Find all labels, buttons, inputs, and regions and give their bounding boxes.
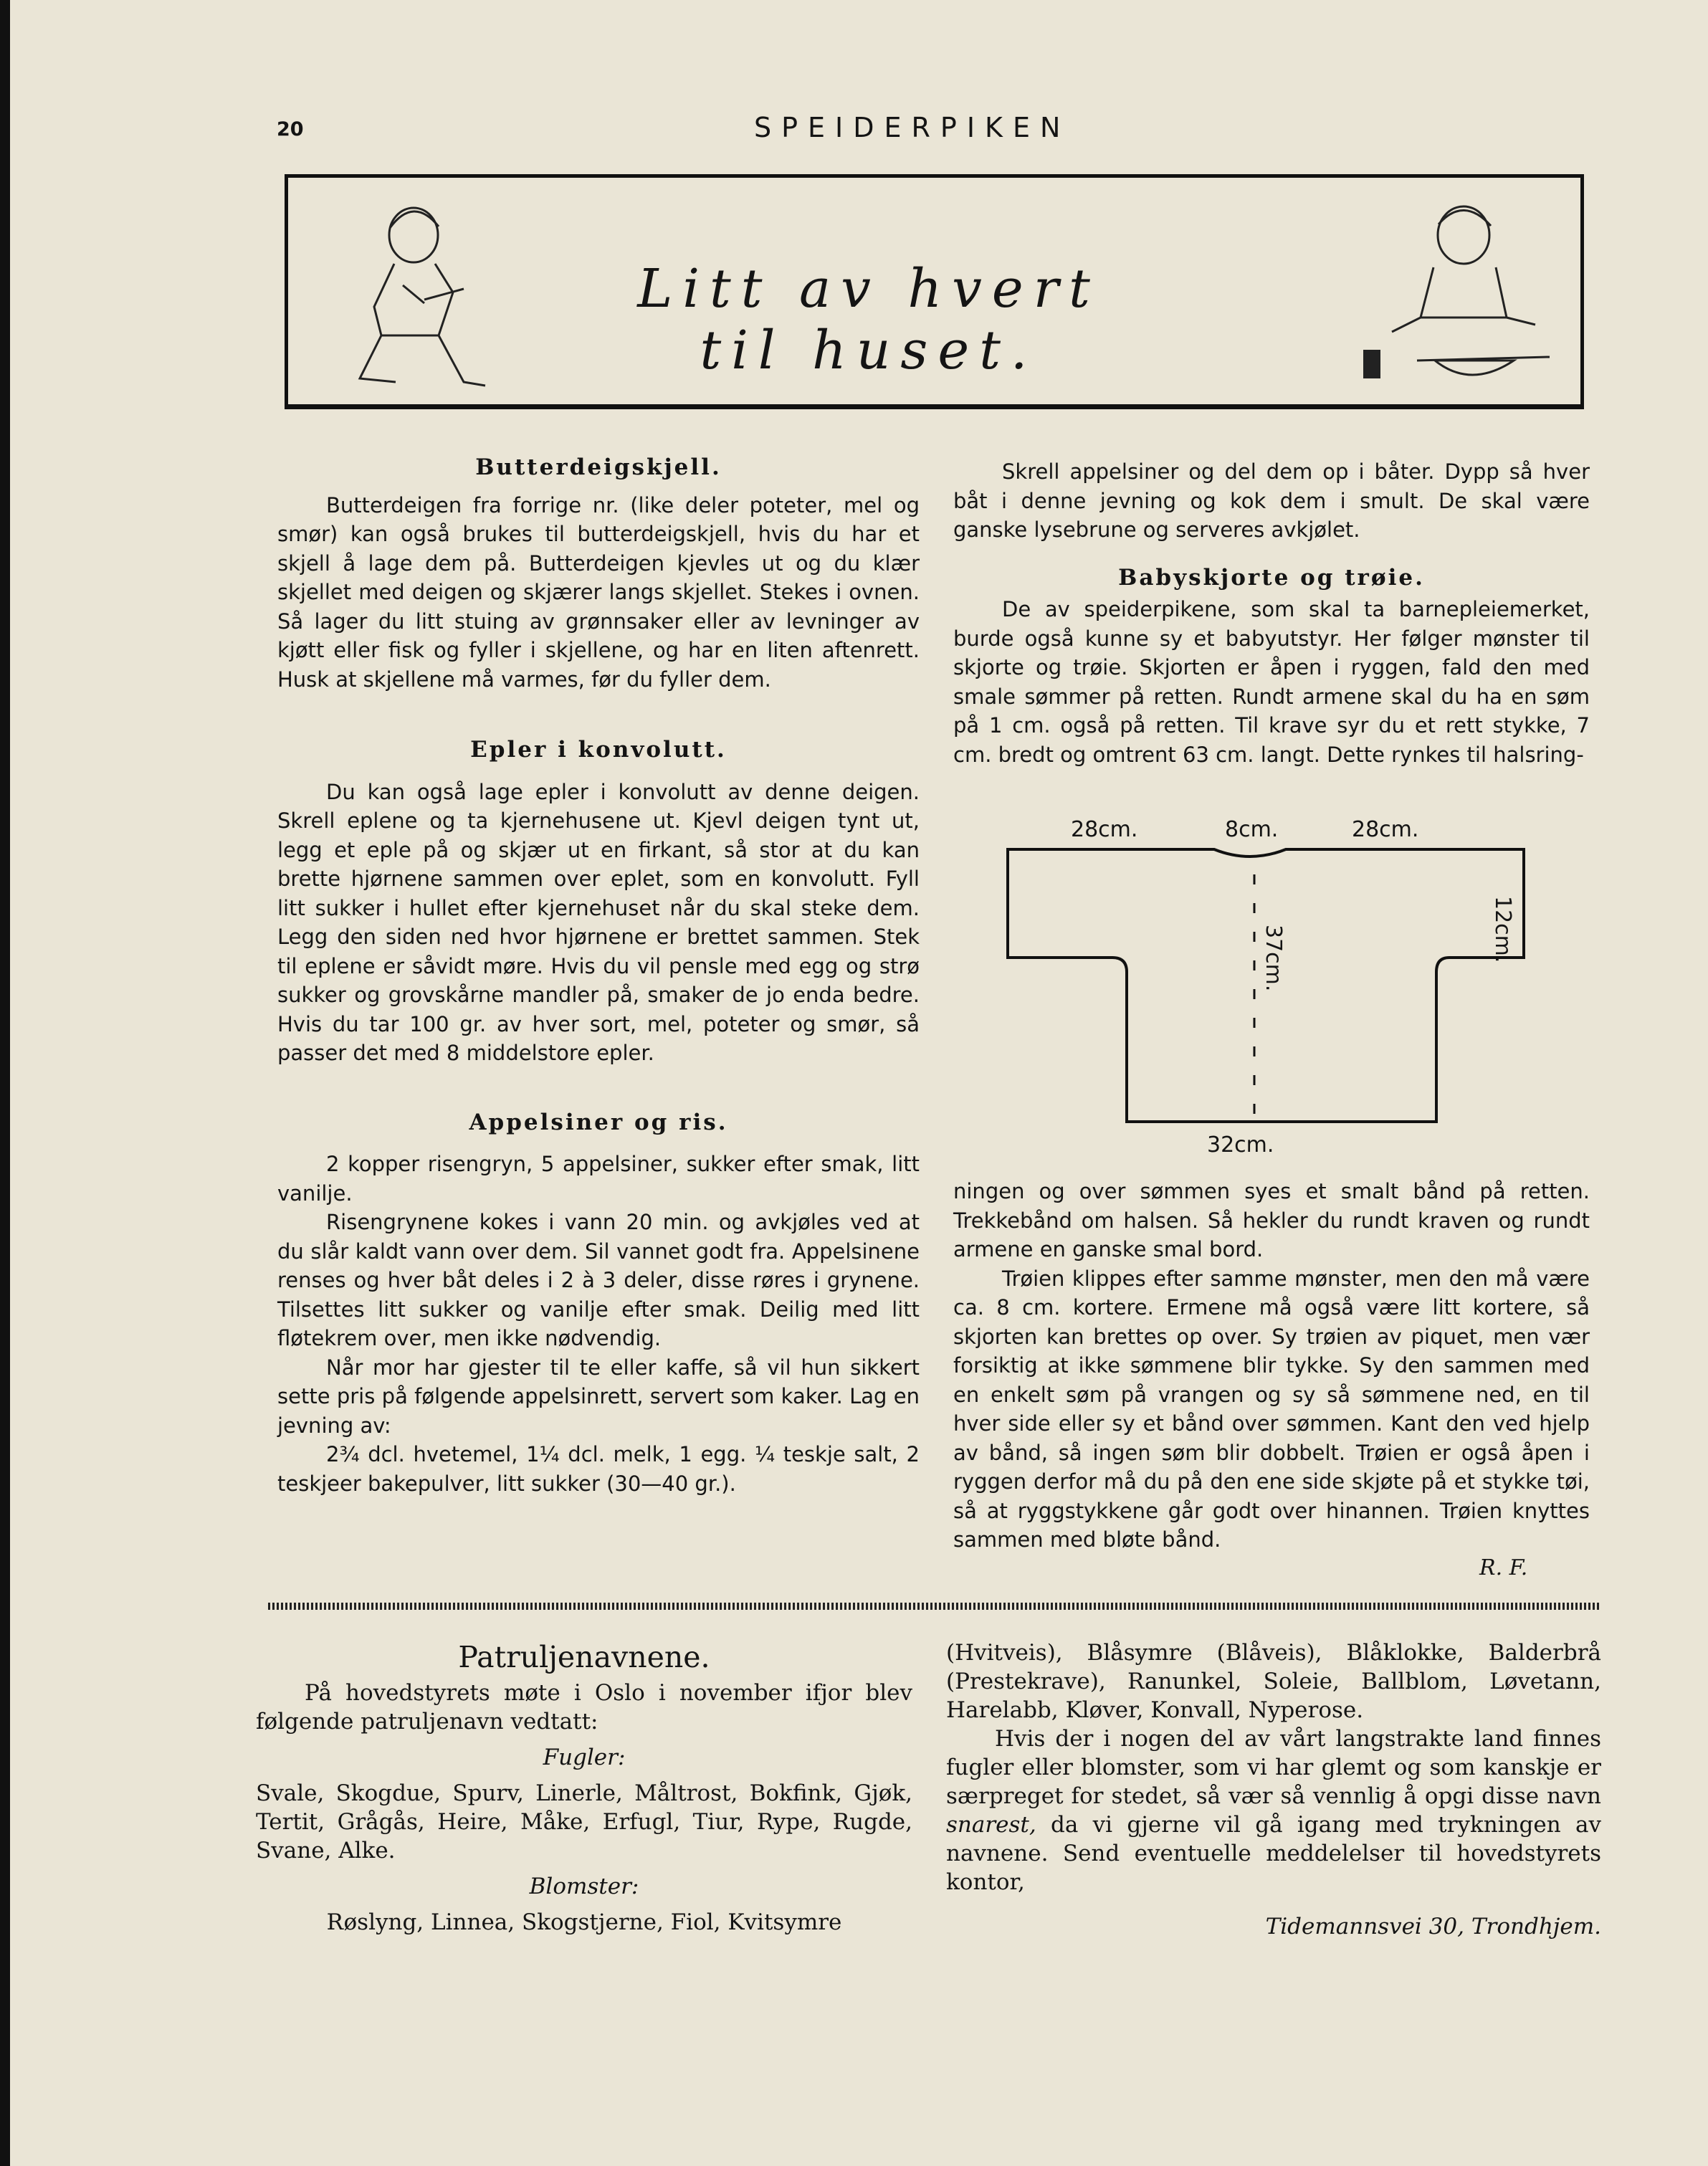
epler-heading: Epler i konvolutt. (470, 737, 727, 763)
magazine-page (10, 0, 1708, 2166)
right-column-continued (953, 1177, 1590, 1555)
closing-emphasis: snarest, (946, 1812, 1036, 1838)
patrulje-heading: Patruljenavnene. (458, 1640, 710, 1674)
closing-text-end: da vi gjerne vil gå igang med trykningen av navnene. Send eventuelle meddelelser til hovedstyrets kontor, (946, 1812, 1601, 1895)
fugler-list: Svale, Skogdue, Spurv, Linerle, Måltrost, Bokfink, Gjøk, Tertit, Grågås, Heire, Måke, Erfugl, Tiur, Rype, Rugde, Svane, Alke. (256, 1780, 912, 1864)
appelsiner-p1: 2 kopper risengryn, 5 appelsiner, sukker efter smak, litt vanilje. (277, 1152, 920, 1206)
appelsiner-heading: Appelsiner og ris. (469, 1109, 728, 1135)
appelsiner-p2: Risengrynene kokes i vann 20 min. og avkjøles ved at du slår kaldt vann over dem. Sil vannet godt fra. Appelsinene renses og hver båt deles i 2 à 3 deler, disse røres i grynene. Tilsettes litt sukker og vanilje efter smak. Deilig med litt fløtekrem over, men ikke nødvendig. (277, 1210, 920, 1350)
label-sleeve-height: 12cm. (1490, 896, 1515, 963)
girl-sewing-illustration (338, 199, 503, 393)
appelsiner-p4: 2¾ dcl. hvetemel, 1¼ dcl. melk, 1 egg. ¼ teskje salt, 2 teskjeer bakepulver, litt sukker (30—40 gr.). (277, 1442, 920, 1496)
appelsiner-p3: Når mor har gjester til te eller kaffe, så vil hun sikkert sette pris på følgende appelsinrett, servert som kaker. Lag en jevning av: (277, 1355, 920, 1438)
butterdeig-heading: Butterdeigskjell. (475, 454, 722, 480)
section-banner (285, 174, 1584, 409)
fugler-label: Fugler: (543, 1745, 626, 1770)
page-number: 20 (277, 118, 304, 140)
butterdeig-body: Butterdeigen fra forrige nr. (like deler poteter, mel og smør) kan også brukes til butterdeigskjell, hvis du har et skjell å lage dem på. Butterdeigen kjevles ut og du klær skjellet med deigen og skjærer langs skjellet. Stekes i ovnen. Så lager du litt stuing av grønnsaker eller av levninger av kjøtt eller fisk og fyller i skjellene, og har en liten aftenrett. Husk at skjellene må varmes, før du fyller dem. (277, 492, 920, 692)
blomster-list-start: Røslyng, Linnea, Skogstjerne, Fiol, Kvitsymre (326, 1909, 842, 1935)
patrulje-intro: På hovedstyrets møte i Oslo i november ifjor blev følgende patruljenavn vedtatt: (256, 1680, 912, 1735)
babyskjorte-heading: Babyskjorte og trøie. (1118, 564, 1425, 591)
right-top-paragraph: Skrell appelsiner og del dem op i båter. Dypp så hver båt i denne jevning og kok dem i smult. De skal være ganske lysebrune og serveres avkjølet. (953, 459, 1590, 542)
girl-cooking-illustration (1349, 196, 1564, 396)
right-column (953, 457, 1590, 769)
label-length: 37cm. (1261, 925, 1286, 992)
blomster-list-continued: (Hvitveis), Blåsymre (Blåveis), Blåklokke, Balderbrå (Prestekrave), Ranunkel, Soleie, Ballblom, Løvetann, Harelabb, Kløver, Konvall, Nyperose. (946, 1640, 1601, 1723)
epler-body: Du kan også lage epler i konvolutt av denne deigen. Skrell eplene og ta kjernehusene ut. Kjevl deigen tynt ut, legg et eple på og skjær ut en firkant, så stor at du kan brette hjørnene sammen over eplet, som en konvolutt. Fyll litt sukker i hullet efter kjernehuset når du skal steke dem. Legg den siden ned hvor hjørnene er brettet sammen. Stek til eplene er såvidt møre. Hvis du vil pensle med egg og strø sukker og grovskårne mandler på, smaker de jo enda bedre. Hvis du tar 100 gr. av hver sort, mel, poteter og smør, så passer det med 8 middelstore epler. (277, 779, 920, 1065)
patrulje-closing (946, 1724, 1601, 1897)
contact-address: Tidemannsvei 30, Trondhjem. (1265, 1914, 1601, 1940)
label-neck-width: 8cm. (1225, 817, 1279, 842)
decorative-divider (268, 1603, 1600, 1610)
left-column (277, 453, 920, 1498)
babyskjorte-continuation: ningen og over sømmen syes et smalt bånd på retten. Trekkebånd om halsen. Så hekler du rundt kraven og rundt armene en ganske smal bord. (953, 1179, 1590, 1261)
banner-title: Litt av hvert til huset. (637, 258, 1100, 381)
patrulje-left-column (256, 1638, 912, 1937)
babyskjorte-body: De av speiderpikene, som skal ta barnepleiemerket, burde også kunne sy et babyutstyr. Her følger mønster til skjorte og trøie. Skjorten er åpen i ryggen, fald den med smale sømmer på retten. Rundt armene skal du ha en søm på 1 cm. også på retten. Til krave syr du et rett stykke, 7 cm. bredt og omtrent 63 cm. langt. Dette rynkes til halsring- (953, 597, 1590, 767)
label-right-width: 28cm. (1352, 817, 1419, 842)
closing-text: Hvis der i nogen del av vårt langstrakte land finnes fugler eller blomster, som vi har glemt og som kanskje er særpreget for stedet, så vær så vennlig å opgi disse navn (946, 1726, 1601, 1809)
pattern-diagram (999, 817, 1558, 1161)
label-left-width: 28cm. (1071, 817, 1138, 842)
troie-paragraph: Trøien klippes efter samme mønster, men den må være ca. 8 cm. kortere. Ermene må også være litt kortere, så skjorten kan brettes op over. Sy trøien av piquet, men vær forsiktig at ikke sømmene blir tykke. Sy den sammen med en enkelt søm på vrangen og sy så sømmene ned, en til hver side eller sy et bånd over sømmen. Kant den ved hjelp av bånd, så ingen søm blir dobbelt. Trøien er også åpen i ryggen derfor må du på den ene side skjøte på et stykke tøi, så at ryggstykkene går godt over hinannen. Trøien knyttes sammen med bløte bånd. (953, 1266, 1590, 1552)
blomster-label: Blomster: (529, 1874, 639, 1899)
magazine-title: SPEIDERPIKEN (754, 112, 1071, 143)
patrulje-right-column (946, 1638, 1601, 1941)
author-signature: R. F. (1479, 1555, 1528, 1580)
label-bottom-width: 32cm. (1207, 1132, 1274, 1158)
